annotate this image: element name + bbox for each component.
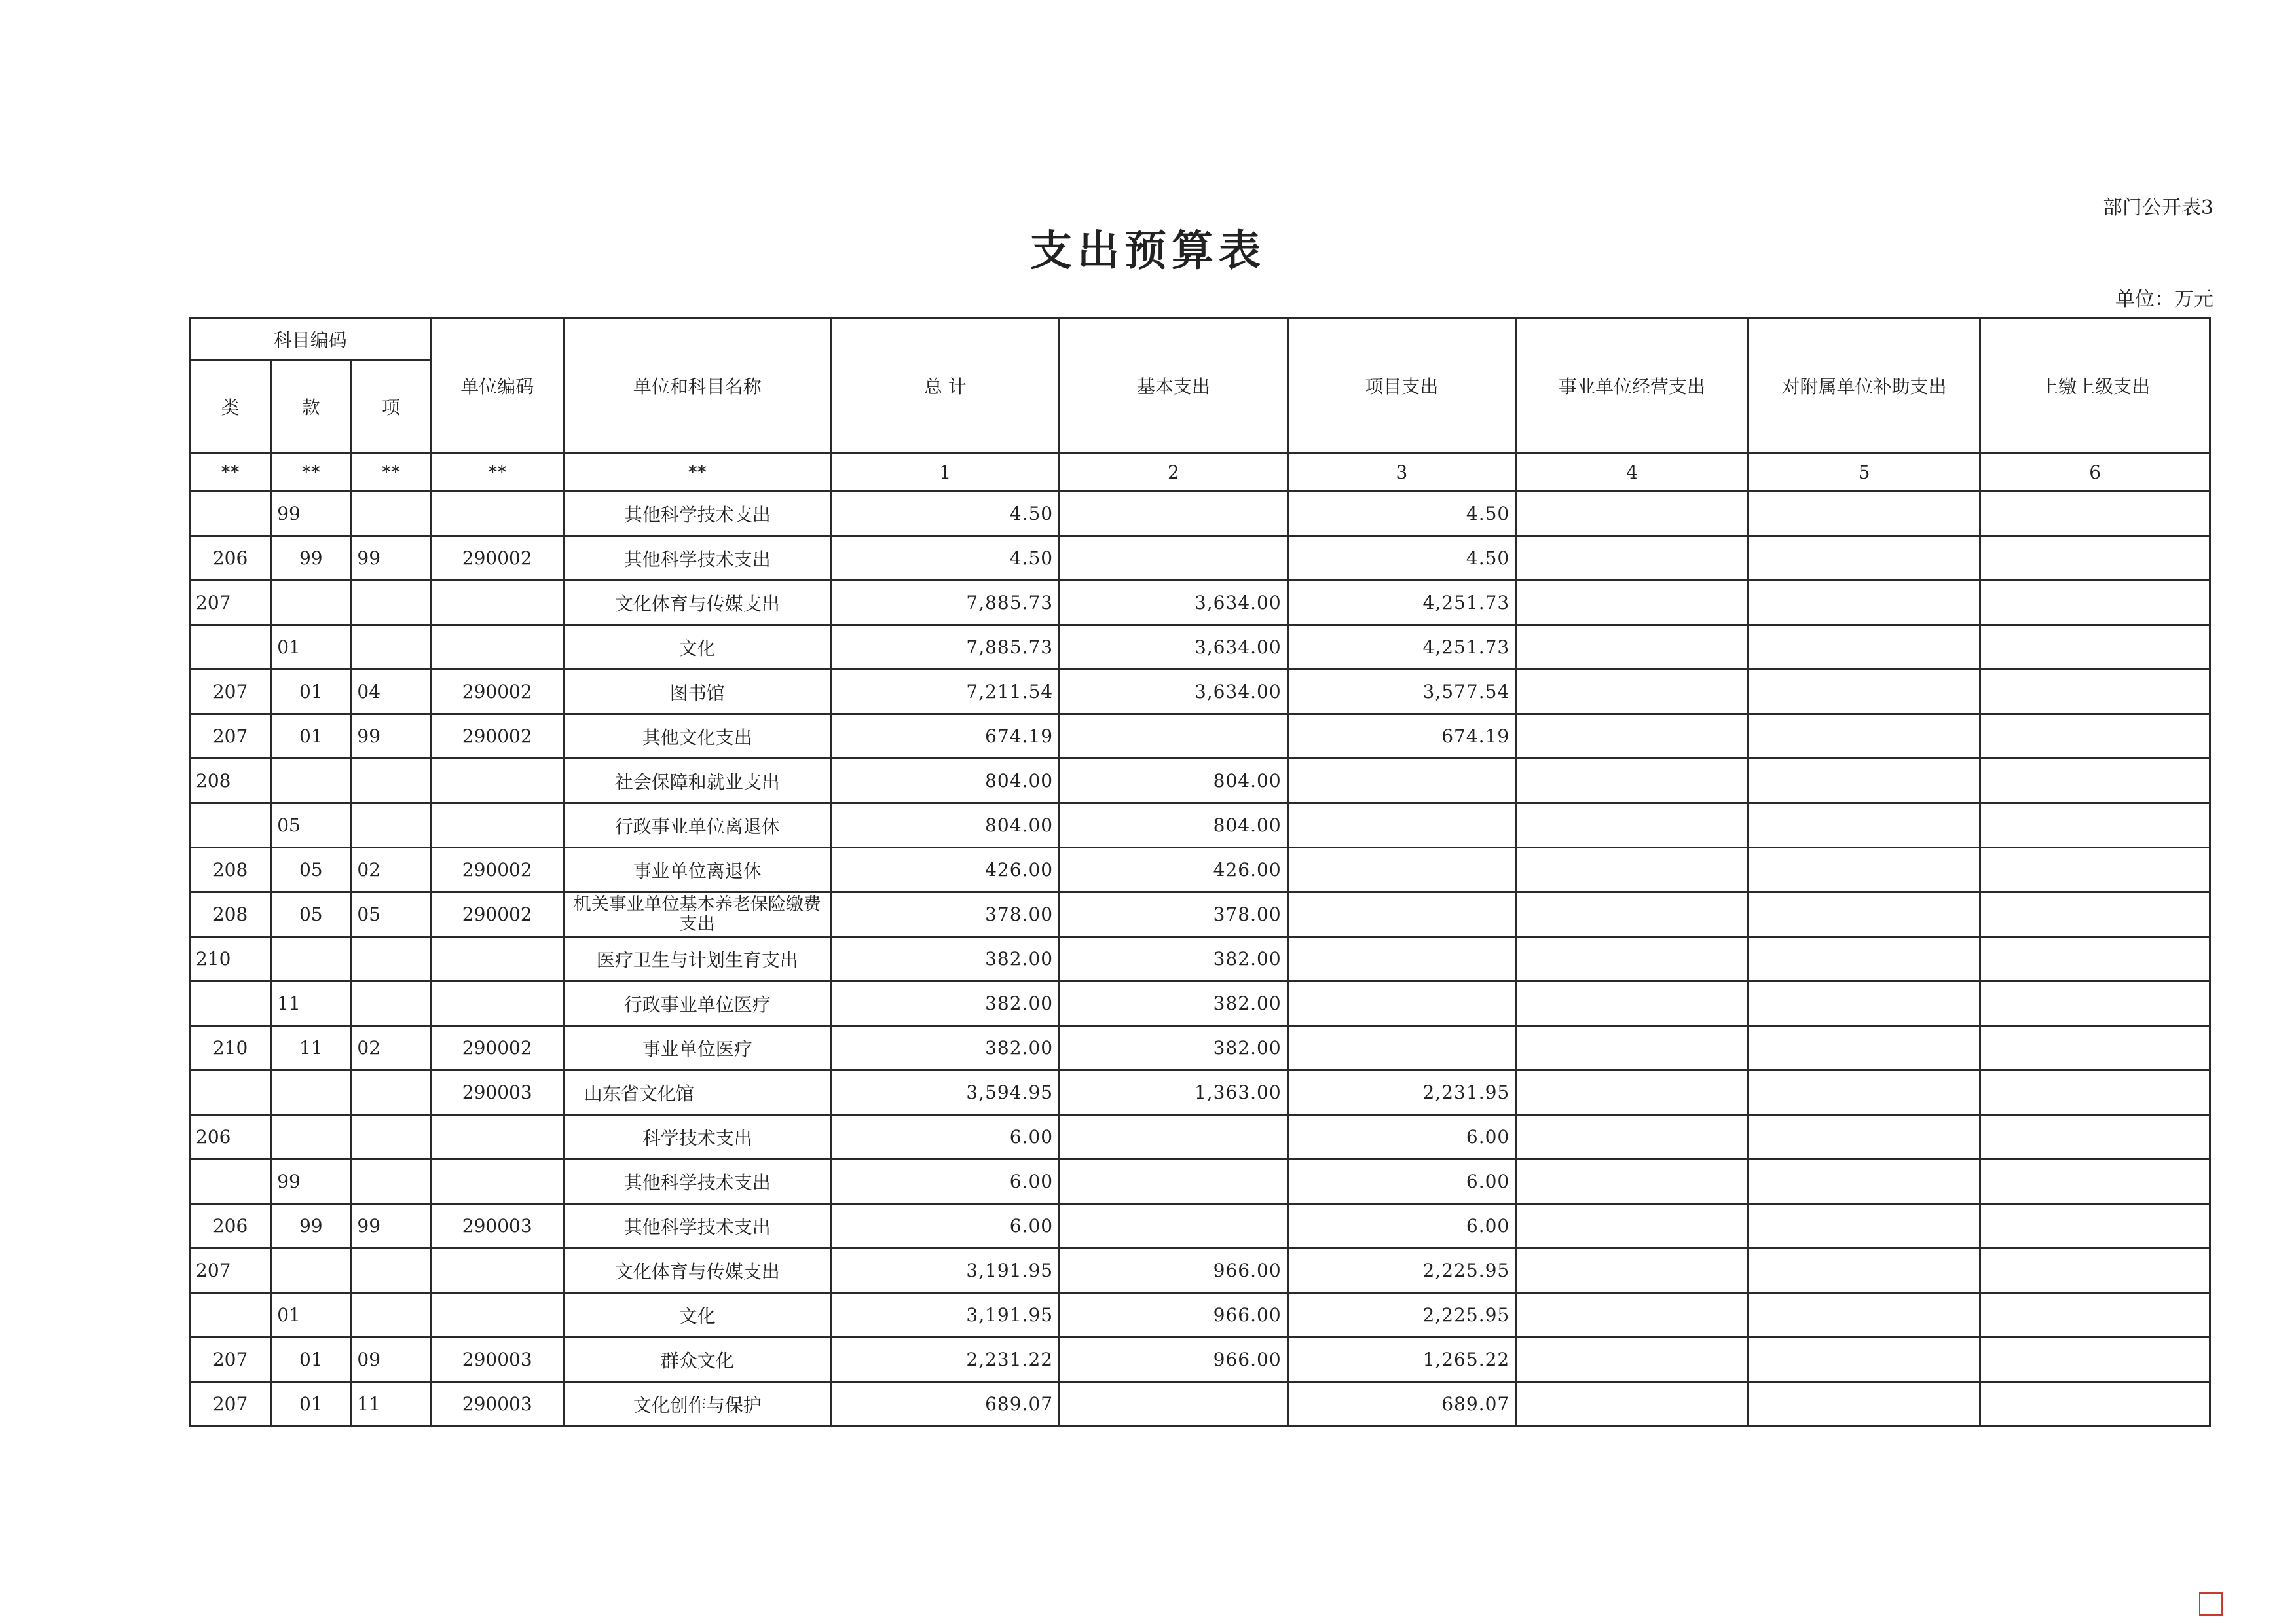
- cell-unit-code: [431, 492, 563, 536]
- cell-upper: [1980, 981, 2210, 1026]
- cell-subsidy: [1748, 759, 1980, 803]
- cell-upper: [1980, 714, 2210, 759]
- cell-xiang: [351, 803, 431, 848]
- cell-total: 4.50: [831, 492, 1060, 536]
- cell-lei: [190, 1293, 271, 1338]
- index-cell: **: [271, 453, 351, 492]
- cell-unit-code: 290003: [431, 1338, 563, 1382]
- header-lei: 类: [190, 361, 271, 453]
- cell-project: [1287, 803, 1516, 848]
- cell-business: [1516, 714, 1749, 759]
- table-row: [190, 892, 2210, 937]
- cell-unit-code: 290003: [431, 1204, 563, 1249]
- cell-project: 4.50: [1287, 492, 1516, 536]
- cell-upper: [1980, 1159, 2210, 1204]
- cell-unit-code: 290002: [431, 536, 563, 581]
- table-row: [190, 1338, 2210, 1382]
- cell-xiang: 04: [351, 670, 431, 714]
- cell-unit-code: [431, 981, 563, 1026]
- cell-name: 科学技术支出: [563, 1115, 831, 1159]
- cell-lei: [190, 803, 271, 848]
- cell-name: 文化创作与保护: [563, 1382, 831, 1427]
- cell-upper: [1980, 1115, 2210, 1159]
- cell-kuan: [271, 1115, 351, 1159]
- cell-project: 6.00: [1287, 1159, 1516, 1204]
- header-subsidy: 对附属单位补助支出: [1748, 318, 1980, 453]
- cell-name: 文化体育与传媒支出: [563, 1249, 831, 1293]
- cell-basic: 966.00: [1060, 1338, 1288, 1382]
- header-row-1: [190, 318, 2210, 361]
- cell-basic: [1060, 536, 1288, 581]
- cell-business: [1516, 892, 1749, 937]
- cell-kuan: [271, 759, 351, 803]
- cell-unit-code: 290003: [431, 1070, 563, 1115]
- cell-subsidy: [1748, 848, 1980, 892]
- cell-name: 山东省文化馆: [563, 1070, 831, 1115]
- cell-xiang: [351, 1249, 431, 1293]
- table-body: [190, 492, 2210, 1427]
- cell-upper: [1980, 1204, 2210, 1249]
- index-cell: 5: [1748, 453, 1980, 492]
- index-cell: **: [351, 453, 431, 492]
- index-cell: 4: [1516, 453, 1749, 492]
- cell-business: [1516, 581, 1749, 625]
- seal-stamp: [2199, 1592, 2223, 1616]
- cell-lei: 210: [190, 937, 271, 981]
- index-cell: 6: [1980, 453, 2210, 492]
- cell-lei: 208: [190, 759, 271, 803]
- cell-subsidy: [1748, 1070, 1980, 1115]
- cell-project: 4,251.73: [1287, 625, 1516, 670]
- cell-project: 2,225.95: [1287, 1249, 1516, 1293]
- cell-total: 7,885.73: [831, 625, 1060, 670]
- cell-upper: [1980, 670, 2210, 714]
- cell-kuan: 11: [271, 1026, 351, 1070]
- cell-name: 事业单位医疗: [563, 1026, 831, 1070]
- cell-subsidy: [1748, 981, 1980, 1026]
- table-row: [190, 1382, 2210, 1427]
- cell-business: [1516, 625, 1749, 670]
- cell-kuan: 01: [271, 1338, 351, 1382]
- cell-subsidy: [1748, 1204, 1980, 1249]
- cell-business: [1516, 1338, 1749, 1382]
- cell-upper: [1980, 492, 2210, 536]
- header-kuan: 款: [271, 361, 351, 453]
- table-row: [190, 1249, 2210, 1293]
- cell-lei: 207: [190, 714, 271, 759]
- index-cell: 3: [1287, 453, 1516, 492]
- cell-xiang: 99: [351, 714, 431, 759]
- table-row: [190, 536, 2210, 581]
- cell-total: 378.00: [831, 892, 1060, 937]
- cell-project: 689.07: [1287, 1382, 1516, 1427]
- form-number: 部门公开表3: [2102, 196, 2213, 219]
- index-row: [190, 453, 2210, 492]
- cell-total: 6.00: [831, 1204, 1060, 1249]
- cell-xiang: 11: [351, 1382, 431, 1427]
- cell-xiang: 99: [351, 536, 431, 581]
- table-row: [190, 670, 2210, 714]
- cell-upper: [1980, 1249, 2210, 1293]
- cell-xiang: [351, 581, 431, 625]
- cell-lei: 207: [190, 1249, 271, 1293]
- unit-label: 单位：万元: [2115, 288, 2213, 311]
- table-row: [190, 492, 2210, 536]
- cell-kuan: [271, 1070, 351, 1115]
- cell-business: [1516, 670, 1749, 714]
- cell-lei: 208: [190, 892, 271, 937]
- cell-project: 3,577.54: [1287, 670, 1516, 714]
- cell-kuan: [271, 581, 351, 625]
- cell-upper: [1980, 536, 2210, 581]
- header-unit-code: 单位编码: [431, 318, 563, 453]
- cell-subsidy: [1748, 670, 1980, 714]
- cell-kuan: 01: [271, 1382, 351, 1427]
- table-row: [190, 625, 2210, 670]
- cell-business: [1516, 1159, 1749, 1204]
- cell-upper: [1980, 1026, 2210, 1070]
- cell-subsidy: [1748, 492, 1980, 536]
- cell-unit-code: [431, 1159, 563, 1204]
- cell-upper: [1980, 1070, 2210, 1115]
- table-row: [190, 937, 2210, 981]
- budget-table: [189, 317, 2211, 1427]
- cell-xiang: [351, 492, 431, 536]
- cell-project: 6.00: [1287, 1115, 1516, 1159]
- cell-unit-code: [431, 937, 563, 981]
- cell-project: 674.19: [1287, 714, 1516, 759]
- cell-subsidy: [1748, 1115, 1980, 1159]
- cell-name: 机关事业单位基本养老保险缴费支出: [563, 892, 831, 937]
- cell-kuan: 05: [271, 892, 351, 937]
- cell-basic: [1060, 492, 1288, 536]
- header-basic: 基本支出: [1060, 318, 1288, 453]
- cell-xiang: [351, 981, 431, 1026]
- cell-total: 382.00: [831, 937, 1060, 981]
- cell-project: [1287, 1026, 1516, 1070]
- cell-project: 4.50: [1287, 536, 1516, 581]
- cell-name: 其他科学技术支出: [563, 1204, 831, 1249]
- cell-basic: 966.00: [1060, 1249, 1288, 1293]
- cell-lei: 206: [190, 1204, 271, 1249]
- cell-kuan: [271, 1249, 351, 1293]
- cell-basic: 3,634.00: [1060, 670, 1288, 714]
- cell-business: [1516, 1293, 1749, 1338]
- cell-lei: [190, 1070, 271, 1115]
- cell-name: 其他文化支出: [563, 714, 831, 759]
- cell-kuan: 99: [271, 1204, 351, 1249]
- cell-name: 医疗卫生与计划生育支出: [563, 937, 831, 981]
- cell-subsidy: [1748, 1338, 1980, 1382]
- header-subject-code: 科目编码: [190, 318, 432, 361]
- cell-unit-code: [431, 1115, 563, 1159]
- cell-project: 6.00: [1287, 1204, 1516, 1249]
- cell-project: [1287, 937, 1516, 981]
- cell-unit-code: 290002: [431, 1026, 563, 1070]
- cell-upper: [1980, 803, 2210, 848]
- cell-total: 674.19: [831, 714, 1060, 759]
- cell-name: 行政事业单位医疗: [563, 981, 831, 1026]
- cell-subsidy: [1748, 536, 1980, 581]
- table-row: [190, 1115, 2210, 1159]
- cell-unit-code: 290002: [431, 848, 563, 892]
- cell-basic: 1,363.00: [1060, 1070, 1288, 1115]
- cell-lei: 207: [190, 1338, 271, 1382]
- cell-unit-code: 290003: [431, 1382, 563, 1427]
- cell-xiang: 99: [351, 1204, 431, 1249]
- cell-kuan: 11: [271, 981, 351, 1026]
- cell-basic: 378.00: [1060, 892, 1288, 937]
- cell-total: 382.00: [831, 1026, 1060, 1070]
- cell-upper: [1980, 1382, 2210, 1427]
- cell-business: [1516, 1204, 1749, 1249]
- cell-name: 文化体育与传媒支出: [563, 581, 831, 625]
- cell-upper: [1980, 625, 2210, 670]
- cell-total: 4.50: [831, 536, 1060, 581]
- cell-unit-code: 290002: [431, 714, 563, 759]
- cell-basic: 804.00: [1060, 803, 1288, 848]
- cell-xiang: [351, 759, 431, 803]
- table-row: [190, 1204, 2210, 1249]
- cell-lei: [190, 492, 271, 536]
- cell-unit-code: [431, 581, 563, 625]
- cell-lei: 207: [190, 581, 271, 625]
- table-row: [190, 581, 2210, 625]
- cell-total: 689.07: [831, 1382, 1060, 1427]
- cell-unit-code: [431, 803, 563, 848]
- cell-unit-code: [431, 1293, 563, 1338]
- cell-unit-code: [431, 625, 563, 670]
- page-title: 支出预算表: [1030, 227, 1266, 276]
- index-cell: **: [431, 453, 563, 492]
- cell-name: 社会保障和就业支出: [563, 759, 831, 803]
- cell-xiang: [351, 937, 431, 981]
- cell-business: [1516, 759, 1749, 803]
- cell-kuan: 99: [271, 492, 351, 536]
- cell-basic: [1060, 1204, 1288, 1249]
- cell-kuan: 01: [271, 1293, 351, 1338]
- cell-lei: 207: [190, 670, 271, 714]
- cell-kuan: 01: [271, 714, 351, 759]
- cell-xiang: [351, 1293, 431, 1338]
- header-name: 单位和科目名称: [563, 318, 831, 453]
- cell-upper: [1980, 1338, 2210, 1382]
- cell-name: 群众文化: [563, 1338, 831, 1382]
- cell-lei: [190, 1159, 271, 1204]
- cell-upper: [1980, 581, 2210, 625]
- cell-business: [1516, 1382, 1749, 1427]
- table-row: [190, 1293, 2210, 1338]
- index-cell: 2: [1060, 453, 1288, 492]
- cell-basic: [1060, 1115, 1288, 1159]
- cell-name: 事业单位离退休: [563, 848, 831, 892]
- table-row: [190, 1026, 2210, 1070]
- cell-total: 7,211.54: [831, 670, 1060, 714]
- cell-total: 804.00: [831, 803, 1060, 848]
- table-row: [190, 981, 2210, 1026]
- cell-subsidy: [1748, 1249, 1980, 1293]
- cell-subsidy: [1748, 581, 1980, 625]
- cell-xiang: 05: [351, 892, 431, 937]
- table-row: [190, 848, 2210, 892]
- cell-subsidy: [1748, 625, 1980, 670]
- cell-basic: 382.00: [1060, 937, 1288, 981]
- cell-total: 426.00: [831, 848, 1060, 892]
- cell-basic: 3,634.00: [1060, 625, 1288, 670]
- cell-upper: [1980, 848, 2210, 892]
- cell-upper: [1980, 759, 2210, 803]
- cell-kuan: 99: [271, 536, 351, 581]
- cell-xiang: 02: [351, 1026, 431, 1070]
- header-xiang: 项: [351, 361, 431, 453]
- cell-lei: 206: [190, 536, 271, 581]
- table-row: [190, 714, 2210, 759]
- cell-kuan: 99: [271, 1159, 351, 1204]
- cell-basic: 804.00: [1060, 759, 1288, 803]
- cell-business: [1516, 937, 1749, 981]
- cell-project: [1287, 892, 1516, 937]
- cell-kuan: 01: [271, 625, 351, 670]
- cell-upper: [1980, 937, 2210, 981]
- cell-lei: [190, 981, 271, 1026]
- cell-business: [1516, 981, 1749, 1026]
- cell-total: 804.00: [831, 759, 1060, 803]
- cell-business: [1516, 1115, 1749, 1159]
- table-row: [190, 1159, 2210, 1204]
- cell-xiang: 02: [351, 848, 431, 892]
- cell-kuan: 01: [271, 670, 351, 714]
- index-cell: **: [190, 453, 271, 492]
- cell-basic: 382.00: [1060, 981, 1288, 1026]
- cell-unit-code: 290002: [431, 892, 563, 937]
- cell-lei: 210: [190, 1026, 271, 1070]
- cell-total: 2,231.22: [831, 1338, 1060, 1382]
- cell-subsidy: [1748, 714, 1980, 759]
- index-cell: 1: [831, 453, 1060, 492]
- cell-xiang: [351, 1159, 431, 1204]
- table-row: [190, 1070, 2210, 1115]
- cell-basic: 426.00: [1060, 848, 1288, 892]
- cell-name: 图书馆: [563, 670, 831, 714]
- cell-project: [1287, 981, 1516, 1026]
- cell-kuan: 05: [271, 803, 351, 848]
- cell-name: 行政事业单位离退休: [563, 803, 831, 848]
- cell-total: 3,191.95: [831, 1249, 1060, 1293]
- cell-project: 4,251.73: [1287, 581, 1516, 625]
- cell-project: 1,265.22: [1287, 1338, 1516, 1382]
- cell-total: 3,594.95: [831, 1070, 1060, 1115]
- cell-xiang: [351, 625, 431, 670]
- cell-business: [1516, 803, 1749, 848]
- cell-name: 其他科学技术支出: [563, 536, 831, 581]
- cell-total: 7,885.73: [831, 581, 1060, 625]
- header-business: 事业单位经营支出: [1516, 318, 1749, 453]
- cell-name: 文化: [563, 625, 831, 670]
- cell-project: [1287, 759, 1516, 803]
- cell-lei: 208: [190, 848, 271, 892]
- cell-business: [1516, 848, 1749, 892]
- cell-business: [1516, 536, 1749, 581]
- cell-business: [1516, 1070, 1749, 1115]
- cell-unit-code: 290002: [431, 670, 563, 714]
- cell-business: [1516, 492, 1749, 536]
- cell-xiang: 09: [351, 1338, 431, 1382]
- cell-business: [1516, 1249, 1749, 1293]
- cell-name: 其他科学技术支出: [563, 1159, 831, 1204]
- cell-basic: [1060, 1159, 1288, 1204]
- cell-lei: 207: [190, 1382, 271, 1427]
- cell-subsidy: [1748, 1293, 1980, 1338]
- header-upper: 上缴上级支出: [1980, 318, 2210, 453]
- cell-kuan: 05: [271, 848, 351, 892]
- cell-subsidy: [1748, 1026, 1980, 1070]
- cell-business: [1516, 1026, 1749, 1070]
- cell-upper: [1980, 892, 2210, 937]
- cell-total: 3,191.95: [831, 1293, 1060, 1338]
- cell-unit-code: [431, 759, 563, 803]
- cell-basic: 382.00: [1060, 1026, 1288, 1070]
- cell-basic: [1060, 1382, 1288, 1427]
- cell-upper: [1980, 1293, 2210, 1338]
- cell-xiang: [351, 1115, 431, 1159]
- cell-subsidy: [1748, 803, 1980, 848]
- table-row: [190, 759, 2210, 803]
- cell-subsidy: [1748, 937, 1980, 981]
- cell-subsidy: [1748, 892, 1980, 937]
- cell-basic: 966.00: [1060, 1293, 1288, 1338]
- index-cell: **: [563, 453, 831, 492]
- cell-project: [1287, 848, 1516, 892]
- cell-lei: 206: [190, 1115, 271, 1159]
- cell-basic: 3,634.00: [1060, 581, 1288, 625]
- cell-total: 6.00: [831, 1115, 1060, 1159]
- cell-name: 其他科学技术支出: [563, 492, 831, 536]
- cell-kuan: [271, 937, 351, 981]
- cell-project: 2,231.95: [1287, 1070, 1516, 1115]
- cell-total: 6.00: [831, 1159, 1060, 1204]
- cell-total: 382.00: [831, 981, 1060, 1026]
- cell-name: 文化: [563, 1293, 831, 1338]
- cell-subsidy: [1748, 1382, 1980, 1427]
- cell-unit-code: [431, 1249, 563, 1293]
- table-row: [190, 803, 2210, 848]
- header-total: 总 计: [831, 318, 1060, 453]
- header-project: 项目支出: [1287, 318, 1516, 453]
- cell-project: 2,225.95: [1287, 1293, 1516, 1338]
- cell-basic: [1060, 714, 1288, 759]
- cell-subsidy: [1748, 1159, 1980, 1204]
- cell-lei: [190, 625, 271, 670]
- cell-xiang: [351, 1070, 431, 1115]
